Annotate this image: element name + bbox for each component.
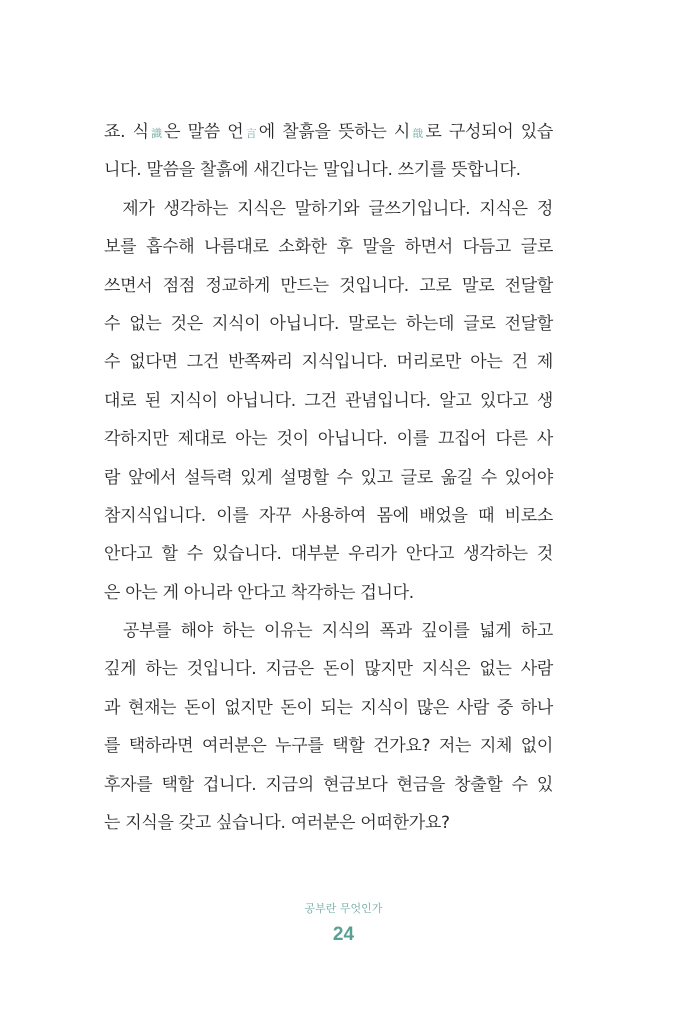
text-segment: 에 찰흙을 뜻하는 시 bbox=[258, 122, 410, 142]
text-line: 수 없는 것은 지식이 아닙니다. 말로는 하는데 글로 전달할 bbox=[104, 313, 553, 334]
text-line: 과 현재는 돈이 없지만 돈이 되는 지식이 많은 사람 중 하나 bbox=[104, 697, 553, 718]
chapter-title: 공부란 무엇인가 bbox=[304, 902, 383, 915]
hanja-annotation: 戠 bbox=[409, 127, 426, 140]
text-line: 대로 된 지식이 아닙니다. 그건 관념입니다. 알고 있다고 생 bbox=[104, 390, 553, 411]
text-line: 참지식입니다. 이를 자꾸 사용하여 몸에 배었을 때 비로소 bbox=[104, 505, 553, 526]
hanja-annotation: 識 bbox=[148, 127, 165, 140]
text-line: 는 지식을 갖고 싶습니다. 여러분은 어떠한가요? bbox=[104, 813, 450, 834]
text-line: 안다고 할 수 있습니다. 대부분 우리가 안다고 생각하는 것 bbox=[104, 544, 553, 565]
text-line: 깊게 하는 것입니다. 지금은 돈이 많지만 지식은 없는 사람 bbox=[104, 659, 553, 680]
page-number: 24 bbox=[332, 924, 355, 945]
text-line: 쓰면서 점점 정교하게 만드는 것입니다. 고로 말로 전달할 bbox=[104, 275, 553, 296]
text-line: 람 앞에서 설득력 있게 설명할 수 있고 글로 옮길 수 있어야 bbox=[104, 467, 554, 488]
text-line: 후자를 택할 겁니다. 지금의 현금보다 현금을 창출할 수 있 bbox=[104, 774, 553, 795]
hanja-annotation: 言 bbox=[243, 127, 259, 140]
text-line: 제가 생각하는 지식은 말하기와 글쓰기입니다. 지식은 정 bbox=[104, 198, 553, 219]
text-line: 각하지만 제대로 아는 것이 아닙니다. 이를 끄집어 다른 사 bbox=[104, 429, 553, 450]
text-line: 공부를 해야 하는 이유는 지식의 폭과 깊이를 넓게 하고 bbox=[104, 621, 553, 642]
text-line: 보를 흡수해 나름대로 소화한 후 말을 하면서 다듬고 글로 bbox=[104, 237, 553, 258]
text-segment: 로 구성되어 있습 bbox=[425, 122, 553, 142]
text-line: 은 아는 게 아니라 안다고 착각하는 겁니다. bbox=[104, 582, 414, 603]
text-segment: 은 말씀 언 bbox=[164, 122, 244, 142]
text-line: 수 없다면 그건 반쪽짜리 지식입니다. 머리로만 아는 건 제 bbox=[104, 352, 553, 373]
body-text bbox=[104, 118, 553, 847]
text-segment: 죠. 식 bbox=[104, 122, 149, 142]
text-line: 니다. 말씀을 찰흙에 새긴다는 말입니다. 쓰기를 뜻합니다. bbox=[104, 160, 521, 181]
text-line bbox=[104, 118, 553, 156]
text-line: 를 택하라면 여러분은 누구를 택할 건가요? 저는 지체 없이 bbox=[104, 736, 553, 757]
